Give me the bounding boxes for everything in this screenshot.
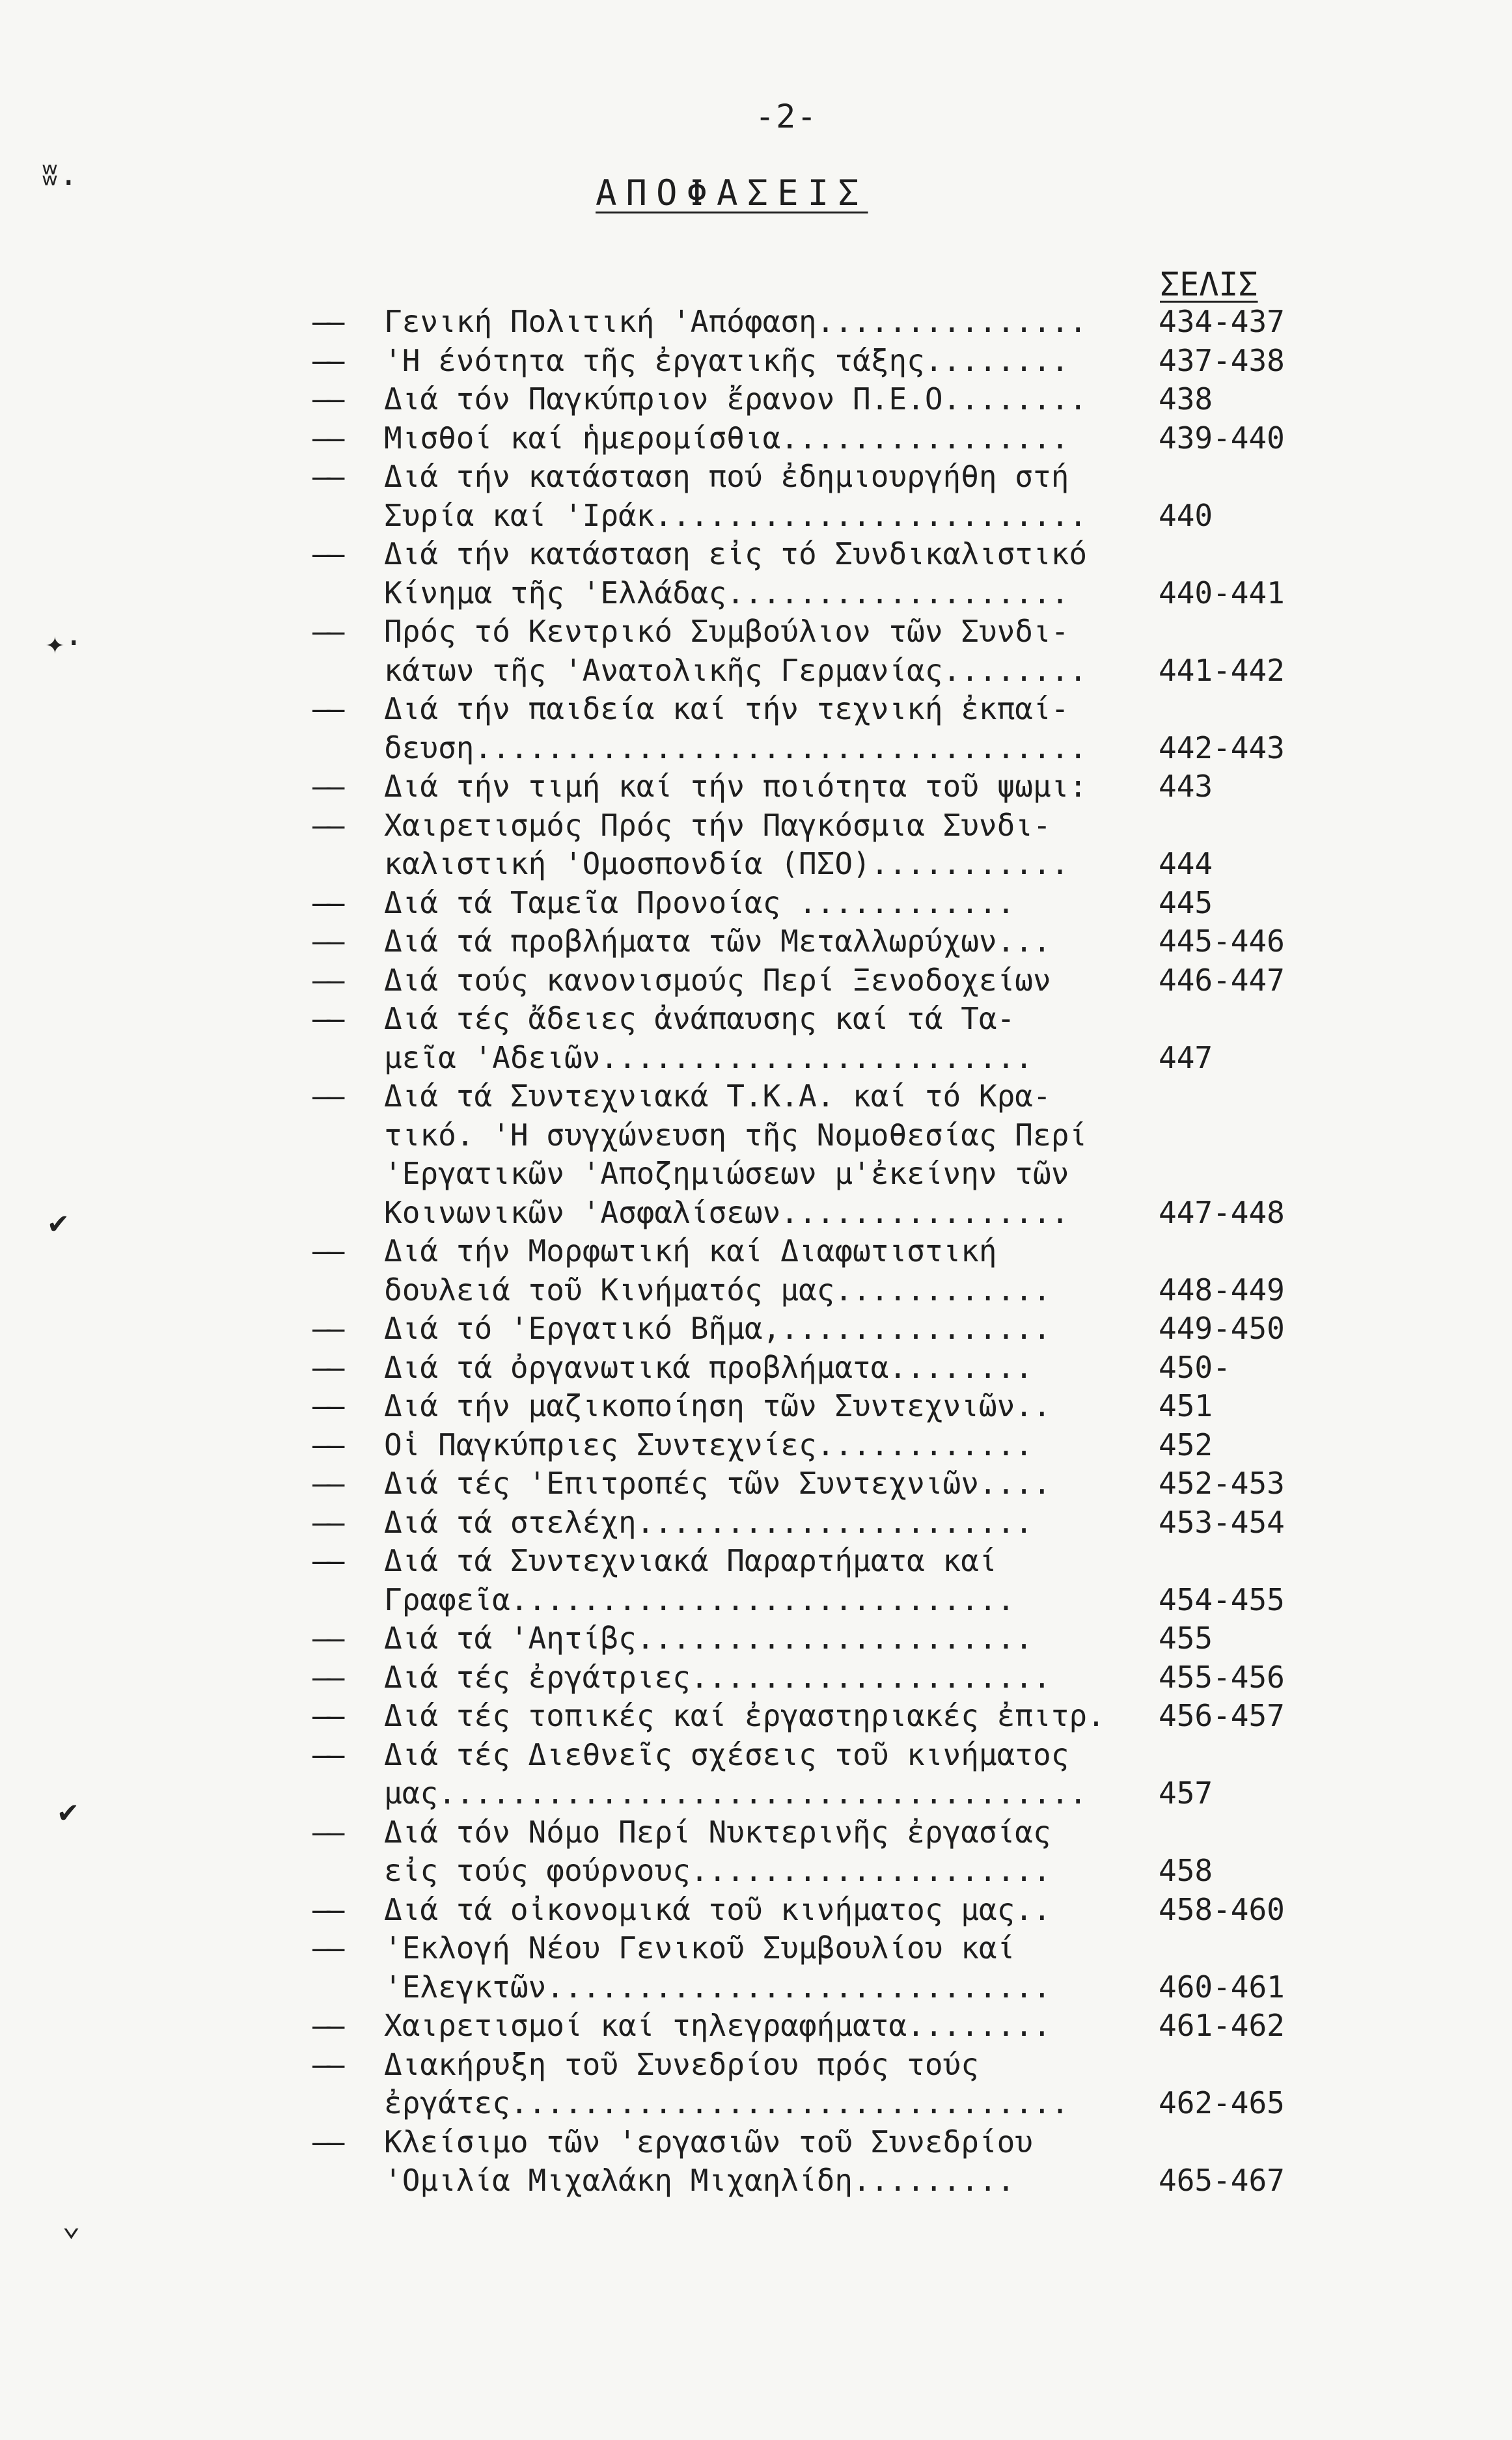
entry-pages: 441-442 [1159, 652, 1285, 688]
toc-entry [312, 1000, 1328, 1077]
entry-title: Κίνημα τῆς 'Ελλάδας................... [384, 575, 1069, 610]
entry-title: 'Η ένότητα τῆς ἐργατικῆς τάξης........ [384, 342, 1069, 378]
entry-title: Διά τές ἄδειες ἀνάπαυσης καί τά Τα- [384, 1001, 1015, 1036]
entry-dash: —— [312, 2046, 341, 2082]
entry-title: Μισθοί καί ἡμερομίσθια................ [384, 420, 1069, 456]
toc-entry [312, 1349, 1328, 1388]
margin-mark: ⌄ [62, 2206, 81, 2243]
entry-dash: —— [312, 1698, 341, 1733]
entry-title: Διά τά οἰκονομικά τοῦ κινήματος μας.. [384, 1891, 1051, 1927]
toc-entry [312, 380, 1328, 419]
entry-dash: —— [312, 1349, 341, 1385]
toc-entry-line [312, 2123, 1328, 2162]
entry-title: μας.................................... [384, 1775, 1088, 1811]
entry-pages: 456-457 [1159, 1698, 1285, 1733]
entry-title: μεῖα 'Αδειῶν........................ [384, 1039, 1033, 1075]
entry-title: 'Εργατικῶν 'Αποζημιώσεων μ'ἐκείνην τῶν [384, 1156, 1069, 1191]
toc-entry-line [312, 961, 1328, 1000]
entry-pages: 434-437 [1159, 304, 1285, 339]
toc-entry [312, 303, 1328, 342]
entry-title: Κοινωνικῶν 'Ασφαλίσεων................ [384, 1194, 1069, 1230]
toc-entry-line [312, 535, 1328, 574]
entry-dash: —— [312, 1233, 341, 1268]
toc-entry-line [312, 1077, 1328, 1116]
entry-title: κάτων τῆς 'Ανατολικῆς Γερμανίας........ [384, 652, 1088, 688]
entry-title: ἐργάτες............................... [384, 2085, 1069, 2120]
entry-pages: 458 [1159, 1853, 1213, 1888]
entry-pages: 452-453 [1159, 1466, 1285, 1501]
entry-title: 'Ομιλία Μιχαλάκη Μιχαηλίδη......... [384, 2163, 1015, 2198]
entry-title: Διά τήν κατάσταση πού ἐδημιουργήθη στή [384, 459, 1069, 494]
entry-title: Χαιρετισμός Πρός τήν Παγκόσμια Συνδι- [384, 807, 1051, 843]
entry-title: Διά τήν παιδεία καί τήν τεχνική ἐκπαί- [384, 691, 1069, 726]
entry-title: Διά τόν Παγκύπριον ἔρανον Π.Ε.Ο........ [384, 381, 1088, 417]
table-of-contents [312, 303, 1328, 2200]
entry-pages: 452 [1159, 1427, 1213, 1462]
entry-title: Διά τά Ταμεῖα Προνοίας ............ [384, 884, 1015, 920]
entry-pages: 437-438 [1159, 342, 1285, 378]
entry-pages: 440-441 [1159, 575, 1285, 610]
toc-entry [312, 961, 1328, 1000]
toc-entry-continuation-line [312, 1194, 1328, 1233]
toc-entry [312, 1813, 1328, 1891]
toc-entry [312, 1309, 1328, 1349]
entry-dash: —— [312, 691, 341, 726]
toc-entry-continuation-line [312, 1968, 1328, 2007]
toc-entry-line [312, 767, 1328, 806]
toc-entry [312, 1929, 1328, 2007]
entry-title: Διά τόν Νόμο Περί Νυκτερινῆς ἐργασίας [384, 1814, 1051, 1850]
entry-dash: —— [312, 1427, 341, 1462]
entry-title: Διά τές 'Επιτροπές τῶν Συντεχνιῶν.... [384, 1466, 1051, 1501]
toc-entry-continuation-line [312, 2161, 1328, 2200]
entry-pages: 457 [1159, 1775, 1213, 1811]
entry-title: Γραφεῖα............................ [384, 1582, 1015, 1617]
toc-entry-line [312, 419, 1328, 458]
entry-pages: 439-440 [1159, 420, 1285, 456]
entry-dash: —— [312, 1659, 341, 1695]
toc-entry-line [312, 2007, 1328, 2046]
page-number: -2- [755, 98, 818, 135]
entry-pages: 449-450 [1159, 1311, 1285, 1346]
entry-title: Διά τήν μαζικοποίηση τῶν Συντεχνιῶν.. [384, 1388, 1051, 1423]
entry-title: καλιστική 'Ομοσπονδία (ΠΣΟ)........... [384, 846, 1069, 881]
toc-entry [312, 767, 1328, 806]
entry-dash: —— [312, 1814, 341, 1850]
entry-pages: 440 [1159, 497, 1213, 533]
entry-dash: —— [312, 962, 341, 998]
toc-entry-line [312, 1619, 1328, 1658]
entry-dash: —— [312, 1504, 341, 1540]
entry-pages: 444 [1159, 846, 1213, 881]
toc-entry-line [312, 1813, 1328, 1852]
entry-dash: —— [312, 614, 341, 649]
entry-pages: 438 [1159, 381, 1213, 417]
entry-title: Διά τές τοπικές καί ἐργαστηριακές ἐπιτρ. [384, 1698, 1105, 1733]
entry-title: Διά τούς κανονισμούς Περί Ξενοδοχείων [384, 962, 1051, 998]
toc-entry [312, 1077, 1328, 1232]
toc-entry-line [312, 690, 1328, 729]
entry-title: Διά τά προβλήματα τῶν Μεταλλωρύχων... [384, 924, 1051, 959]
toc-entry-line [312, 380, 1328, 419]
page-title: ΑΠΟΦΑΣΕΙΣ [596, 172, 868, 213]
entry-pages: 461-462 [1159, 2008, 1285, 2043]
toc-entry-line [312, 342, 1328, 381]
entry-pages: 455 [1159, 1621, 1213, 1656]
toc-entry [312, 612, 1328, 690]
toc-entry [312, 458, 1328, 535]
entry-dash: —— [312, 2124, 341, 2159]
entry-dash: —— [312, 1736, 341, 1772]
toc-entry [312, 1232, 1328, 1309]
toc-entry [312, 342, 1328, 381]
entry-dash: —— [312, 1311, 341, 1346]
toc-entry-line [312, 922, 1328, 961]
entry-dash: —— [312, 769, 341, 804]
toc-entry-line [312, 612, 1328, 651]
entry-dash: —— [312, 381, 341, 417]
entry-title: Διά τά Συντεχνιακά Παραρτήματα καί [384, 1543, 997, 1578]
entry-pages: 443 [1159, 769, 1213, 804]
entry-pages: 447-448 [1159, 1194, 1285, 1230]
entry-pages: 447 [1159, 1039, 1213, 1075]
toc-entry-continuation-line [312, 2084, 1328, 2123]
toc-entry-line [312, 303, 1328, 342]
toc-entry-line [312, 1736, 1328, 1775]
entry-title: εἰς τούς φούρνους.................... [384, 1853, 1051, 1888]
toc-entry-continuation-line [312, 845, 1328, 884]
toc-entry [312, 1736, 1328, 1813]
toc-entry-line [312, 1503, 1328, 1542]
entry-dash: —— [312, 342, 341, 378]
toc-entry [312, 806, 1328, 884]
entry-title: Χαιρετισμοί καί τηλεγραφήματα........ [384, 2008, 1051, 2043]
entry-title: Διακήρυξη τοῦ Συνεδρίου πρός τούς [384, 2046, 979, 2082]
entry-title: Πρός τό Κεντρικό Συμβούλιον τῶν Συνδι- [384, 614, 1069, 649]
entry-pages: 442-443 [1159, 730, 1285, 765]
entry-title: Κλείσιμο τῶν 'εργασιῶν τοῦ Συνεδρίου [384, 2124, 1033, 2159]
toc-entry [312, 535, 1328, 612]
toc-entry-continuation-line [312, 1271, 1328, 1310]
entry-dash: —— [312, 1466, 341, 1501]
entry-title: Διά τά 'Αητίβς...................... [384, 1621, 1033, 1656]
toc-entry-line [312, 1929, 1328, 1968]
toc-entry-line [312, 806, 1328, 845]
toc-entry-continuation-line [312, 729, 1328, 768]
entry-title: Διά τά ὀργανωτικά προβλήματα........ [384, 1349, 1033, 1385]
entry-pages: 465-467 [1159, 2163, 1285, 2198]
entry-dash: —— [312, 1543, 341, 1578]
toc-entry-line [312, 1658, 1328, 1697]
entry-dash: —— [312, 1001, 341, 1036]
entry-dash: —— [312, 459, 341, 494]
entry-title: Διά τήν τιμή καί τήν ποιότητα τοῦ ψωμι: [384, 769, 1088, 804]
toc-entry-line [312, 458, 1328, 497]
toc-entry-continuation-line [312, 574, 1328, 613]
entry-title: Διά τά στελέχη...................... [384, 1504, 1033, 1540]
entry-title: Διά τές ἐργάτριες.................... [384, 1659, 1051, 1695]
toc-entry [312, 1619, 1328, 1658]
entry-title: Γενική Πολιτική 'Απόφαση............... [384, 304, 1088, 339]
pages-column-header: ΣΕΛΙΣ [1160, 266, 1258, 303]
entry-dash: —— [312, 304, 341, 339]
toc-entry [312, 922, 1328, 961]
entry-pages: 462-465 [1159, 2085, 1285, 2120]
toc-entry-continuation-line [312, 1116, 1328, 1155]
toc-entry [312, 1503, 1328, 1542]
entry-pages: 460-461 [1159, 1969, 1285, 2005]
toc-entry-continuation-line [312, 1852, 1328, 1891]
toc-entry-line [312, 1426, 1328, 1465]
toc-entry [312, 2007, 1328, 2046]
entry-dash: —— [312, 1621, 341, 1656]
entry-pages: 458-460 [1159, 1891, 1285, 1927]
toc-entry-line [312, 1464, 1328, 1503]
toc-entry-continuation-line [312, 497, 1328, 536]
entry-title: δευση.................................. [384, 730, 1088, 765]
toc-entry-line [312, 1349, 1328, 1388]
entry-dash: —— [312, 807, 341, 843]
entry-pages: 453-454 [1159, 1504, 1285, 1540]
toc-entry [312, 1658, 1328, 1697]
entry-title: 'Εκλογή Νέου Γενικοῦ Συμβουλίου καί [384, 1930, 1015, 1966]
entry-pages: 451 [1159, 1388, 1213, 1423]
toc-entry [312, 1891, 1328, 1930]
entry-title: Διά τά Συντεχνιακά Τ.Κ.Α. καί τό Κρα- [384, 1078, 1051, 1114]
toc-entry [312, 884, 1328, 923]
toc-entry-line [312, 884, 1328, 923]
entry-dash: —— [312, 1388, 341, 1423]
toc-entry-line [312, 1000, 1328, 1039]
toc-entry [312, 419, 1328, 458]
toc-entry-continuation-line [312, 651, 1328, 691]
toc-entry-line [312, 1542, 1328, 1581]
entry-pages: 445 [1159, 884, 1213, 920]
entry-dash: —— [312, 2008, 341, 2043]
entry-pages: 450- [1159, 1349, 1231, 1385]
margin-mark: ʬ. [40, 156, 78, 193]
toc-entry [312, 1697, 1328, 1736]
entry-title: Διά τό 'Εργατικό Βῆμα,............... [384, 1311, 1051, 1346]
entry-title: 'Ελεγκτῶν............................ [384, 1969, 1051, 2005]
entry-pages: 448-449 [1159, 1272, 1285, 1308]
toc-entry-continuation-line [312, 1155, 1328, 1194]
entry-dash: —— [312, 1930, 341, 1966]
toc-entry-line [312, 1309, 1328, 1349]
toc-entry [312, 2123, 1328, 2200]
margin-mark: ✔ [49, 1204, 68, 1241]
toc-entry-continuation-line [312, 1774, 1328, 1813]
entry-dash: —— [312, 924, 341, 959]
toc-entry-line [312, 2046, 1328, 2085]
entry-title: Διά τήν κατάσταση εἰς τό Συνδικαλιστικό [384, 536, 1088, 571]
entry-dash: —— [312, 1891, 341, 1927]
entry-dash: —— [312, 420, 341, 456]
toc-entry [312, 1542, 1328, 1619]
entry-dash: —— [312, 536, 341, 571]
entry-title: Συρία καί 'Ιράκ........................ [384, 497, 1088, 533]
entry-pages: 454-455 [1159, 1582, 1285, 1617]
toc-entry-line [312, 1891, 1328, 1930]
entry-pages: 445-446 [1159, 924, 1285, 959]
entry-pages: 455-456 [1159, 1659, 1285, 1695]
entry-pages: 446-447 [1159, 962, 1285, 998]
entry-title: Διά τήν Μορφωτική καί Διαφωτιστική [384, 1233, 997, 1268]
toc-entry [312, 690, 1328, 767]
margin-mark: ✔ [59, 1793, 77, 1830]
toc-entry [312, 1387, 1328, 1426]
toc-entry [312, 2046, 1328, 2123]
toc-entry-continuation-line [312, 1039, 1328, 1078]
toc-entry [312, 1464, 1328, 1503]
toc-entry-continuation-line [312, 1581, 1328, 1620]
toc-entry-line [312, 1387, 1328, 1426]
entry-title: τικό. 'Η συγχώνευση τῆς Νομοθεσίας Περί [384, 1117, 1088, 1153]
entry-dash: —— [312, 884, 341, 920]
entry-title: Οἱ Παγκύπριες Συντεχνίες............ [384, 1427, 1033, 1462]
margin-mark: ✦· [46, 625, 83, 661]
entry-title: Διά τές Διεθνεῖς σχέσεις τοῦ κινήματος [384, 1736, 1069, 1772]
entry-dash: —— [312, 1078, 341, 1114]
toc-entry-line [312, 1697, 1328, 1736]
entry-title: δουλειά τοῦ Κινήματός μας............ [384, 1272, 1051, 1308]
toc-entry-line [312, 1232, 1328, 1271]
toc-entry [312, 1426, 1328, 1465]
